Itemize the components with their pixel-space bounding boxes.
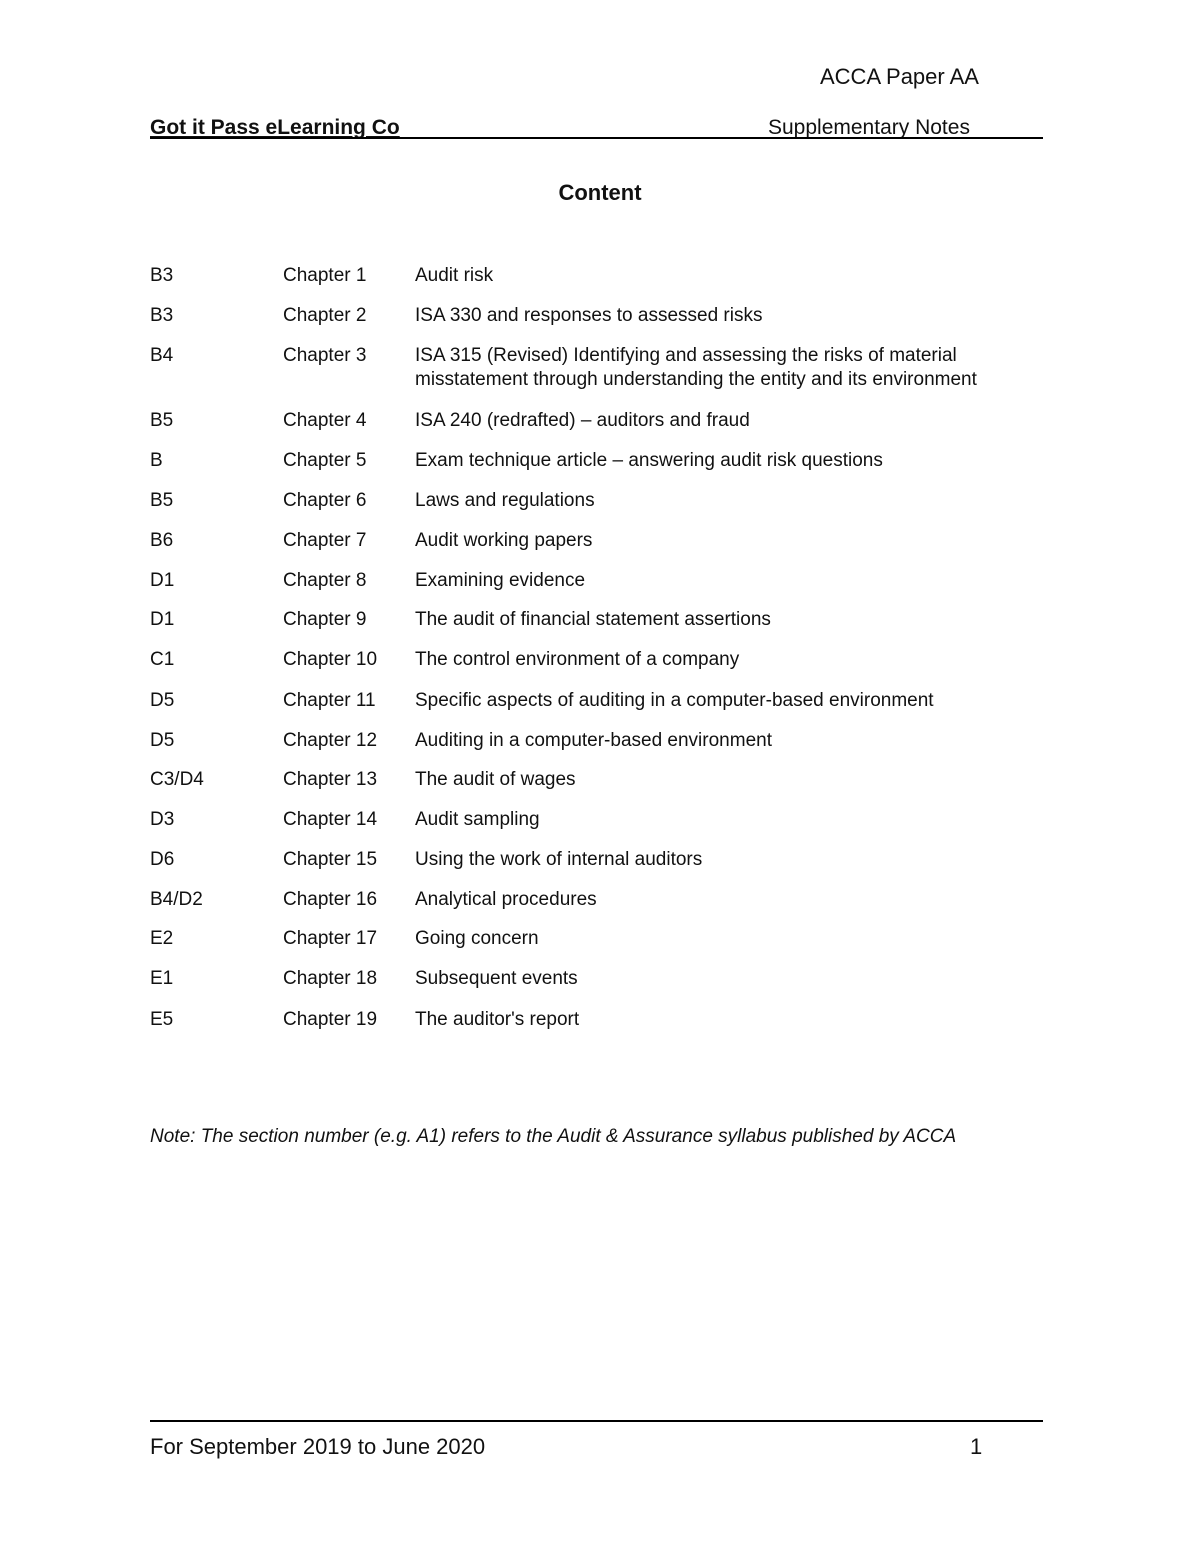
section-code: B: [150, 450, 163, 471]
chapter-label: Chapter 5: [283, 450, 367, 471]
section-code: D3: [150, 809, 175, 830]
paper-title: ACCA Paper AA: [820, 64, 979, 89]
chapter-topic: The audit of financial statement assertions: [415, 609, 771, 630]
chapter-topic: Audit risk: [415, 265, 494, 286]
chapter-topic: Auditing in a computer-based environment: [415, 730, 772, 751]
section-code: C1: [150, 649, 175, 670]
chapter-topic: The auditor's report: [415, 1009, 580, 1030]
chapter-label: Chapter 3: [283, 345, 367, 366]
company-name: Got it Pass eLearning Co: [150, 116, 400, 139]
chapter-label: Chapter 16: [283, 889, 378, 910]
chapter-topic: The audit of wages: [415, 769, 576, 790]
chapter-label: Chapter 6: [283, 490, 367, 511]
chapter-topic: Audit working papers: [415, 530, 593, 551]
chapter-label: Chapter 18: [283, 968, 378, 989]
chapter-topic: Exam technique article – answering audit risk questions: [415, 450, 883, 471]
chapter-topic: Going concern: [415, 928, 539, 949]
section-code: E1: [150, 968, 174, 989]
chapter-topic: Specific aspects of auditing in a computer-based environment: [415, 690, 934, 711]
chapter-topic: Subsequent events: [415, 968, 578, 989]
section-code: D5: [150, 690, 175, 711]
footer-divider: [150, 1420, 1043, 1422]
chapter-topic: ISA 330 and responses to assessed risks: [415, 305, 763, 326]
page-title: Content: [558, 180, 642, 205]
section-code: B4: [150, 345, 174, 366]
chapter-topic: ISA 315 (Revised) Identifying and assessing the risks of material misstatement through understanding the entity and its environment: [415, 345, 977, 390]
chapter-topic: Analytical procedures: [415, 889, 597, 910]
chapter-label: Chapter 4: [283, 410, 367, 431]
chapter-label: Chapter 17: [283, 928, 378, 949]
syllabus-note: Note: The section number (e.g. A1) refers to the Audit & Assurance syllabus published by ACCA: [150, 1126, 957, 1147]
section-code: B5: [150, 490, 174, 511]
section-code: E5: [150, 1009, 174, 1030]
footer-period: For September 2019 to June 2020: [150, 1434, 486, 1459]
section-code: B3: [150, 305, 174, 326]
chapter-topic: Laws and regulations: [415, 490, 595, 511]
chapter-label: Chapter 14: [283, 809, 378, 830]
section-code: B5: [150, 410, 174, 431]
chapter-label: Chapter 19: [283, 1009, 378, 1030]
chapter-label: Chapter 12: [283, 730, 378, 751]
header-divider: [150, 137, 1043, 139]
chapter-topic: Examining evidence: [415, 570, 586, 591]
chapter-label: Chapter 10: [283, 649, 378, 670]
section-code: D5: [150, 730, 175, 751]
section-code: E2: [150, 928, 174, 949]
notes-label: Supplementary Notes: [768, 116, 970, 139]
chapter-topic: The control environment of a company: [415, 649, 740, 670]
chapter-label: Chapter 8: [283, 570, 367, 591]
chapter-topic: Audit sampling: [415, 809, 540, 830]
section-code: D1: [150, 570, 175, 591]
chapter-topic: Using the work of internal auditors: [415, 849, 703, 870]
chapter-label: Chapter 2: [283, 305, 367, 326]
chapter-label: Chapter 15: [283, 849, 378, 870]
section-code: C3/D4: [150, 769, 204, 790]
chapter-topic: ISA 240 (redrafted) – auditors and fraud: [415, 410, 750, 431]
chapter-label: Chapter 9: [283, 609, 367, 630]
section-code: D6: [150, 849, 175, 870]
section-code: D1: [150, 609, 175, 630]
chapter-label: Chapter 1: [283, 265, 367, 286]
section-code: B6: [150, 530, 174, 551]
section-code: B3: [150, 265, 174, 286]
section-code: B4/D2: [150, 889, 203, 910]
chapter-label: Chapter 13: [283, 769, 378, 790]
chapter-label: Chapter 7: [283, 530, 367, 551]
chapter-label: Chapter 11: [283, 690, 376, 711]
page-number: 1: [970, 1434, 983, 1459]
